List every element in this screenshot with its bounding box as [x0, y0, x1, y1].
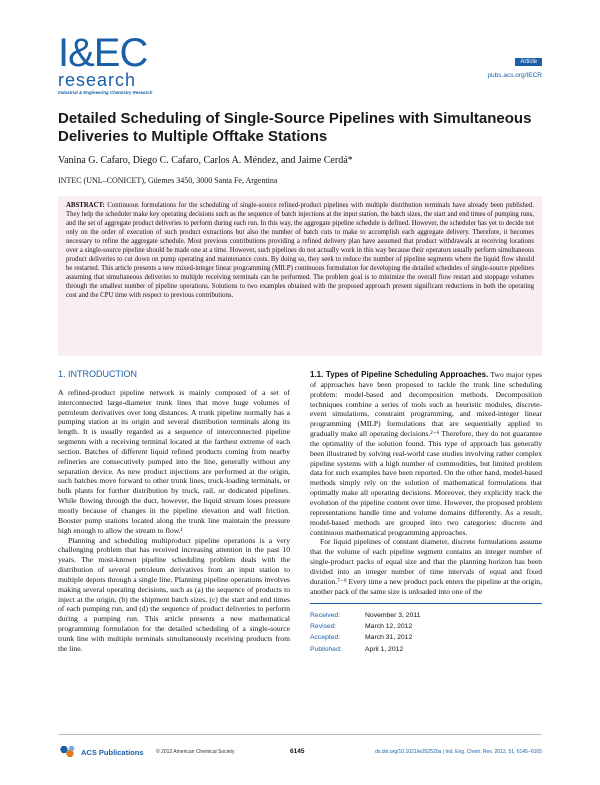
introduction-heading: 1. INTRODUCTION	[58, 370, 138, 379]
date-label: Received:	[310, 612, 341, 619]
date-value: March 31, 2012	[365, 634, 413, 642]
logo-tagline: Industrial & Engineering Chemistry Research	[58, 90, 153, 95]
page-footer	[58, 734, 542, 764]
acs-publications-logo[interactable]	[58, 745, 144, 759]
date-row-revised	[310, 621, 542, 632]
abstract-label: ABSTRACT:	[66, 202, 105, 209]
journal-logo	[58, 31, 168, 95]
paper-title: Detailed Scheduling of Single-Source Pipelines with Simultaneous Deliveries to Multiple Offtake Stations	[58, 110, 532, 145]
right-column	[310, 370, 542, 595]
date-value: April 1, 2012	[365, 645, 404, 653]
types-paragraph-1	[310, 370, 542, 537]
logo-sub-text: research	[58, 70, 137, 90]
author-list: Vanina G. Cafaro, Diego C. Cafaro, Carlos A. Méndez, and Jaime Cerdá*	[58, 155, 353, 166]
date-value: March 12, 2012	[365, 623, 413, 631]
types-paragraph-1-text: Two major types of approaches have been proposed to tackle the trunk line scheduling problem: model-based and decomposition methods. Decomposition techniques combine a series of tools such as heuristic modules, discrete-event simulations, constraint programming, and mixed-integer linear programming (MILP) formulations that are sequentially applied to gradually make all operating decisions.²⁻⁶ Therefore, they do not guarantee the optimality of the solution found. This type of approach has generally been illustrated by solving real-world case studies involving rather complex pipeline systems with a high number of commodities, but limited problem data for such examples have been reported. On the other hand, model-based methods simply rely on the solution of mathematical formulations that optimally make all operating decisions. Moreover, they explicitly track the evolution of the pipeline content over time. However, the proposed problem representations handle time and volume domains differently. As a result, model-based methods are grouped into two categories: discrete and continuous mathematical programming approaches.	[310, 370, 542, 537]
publisher-name: ACS Publications	[81, 747, 144, 757]
date-label: Revised:	[310, 623, 337, 631]
page-number: 6145	[290, 748, 305, 755]
copyright-notice: © 2012 American Chemical Society	[156, 749, 235, 755]
article-type-badge: Article	[515, 58, 542, 66]
author-affiliation: INTEC (UNL–CONICET), Güemes 3450, 3000 Santa Fe, Argentina	[58, 176, 278, 185]
abstract-box	[58, 196, 542, 356]
doi-citation-link[interactable]: dx.doi.org/10.1021/ie202520a | Ind. Eng. Chem. Res. 2012, 51, 6145−6165	[375, 749, 542, 755]
types-subsection-heading: 1.1. Types of Pipeline Scheduling Approaches.	[310, 370, 489, 379]
logo-main-text: I&EC	[58, 31, 148, 75]
date-label: Published:	[310, 645, 342, 653]
types-paragraph-2: For liquid pipelines of constant diameter, discrete formulations assume that the volume of each pipeline segment contains an integer number of single-product packs of equal size and that the planning horizon has been divided into an integer number of time intervals of equal and fixed duration.⁷⁻⁹ Every time a new product pack enters the pipeline at the origin, another pack of the same size is unloaded into one of the	[310, 537, 542, 595]
intro-paragraph-2: Planning and scheduling multiproduct pipeline operations is a very challenging problem that has received increasing attention in the past 10 years. The most-known pipeline scheduling problem deals with the distribution of several petroleum derivatives from an input station to multiple depots through a single line. Planning pipeline operations involves making several operating decisions, such as (a) the sequence of products to inject at the origin, (b) the shipment batch sizes, (c) the start and end times of each pumping run, and (d) the sequence of product deliveries to perform during a pumping run. This article presents a new mathematical programming formulation for the detailed scheduling of a single-source trunk line with multiple terminals simultaneously receiving products from the line.	[58, 535, 290, 653]
abstract-text: Continuous formulations for the scheduling of single-source refined-product pipelines with multiple distribution terminals have already been published. They help the scheduler make key operating decisions such as the sequence of batch injections at the input station, the batch sizes, the start and end times of pumping runs, and the set of aggregate product deliveries to perform during each run. In this way, the aggregate pipeline schedule is defined. However, the scheduler has yet to decide not only on the order of execution of such product extractions but also the number of batch cuts to make to accomplish each aggregate delivery. Therefore, it becomes necessary to refine the aggregate schedule. Most previous contributions providing a refined delivery plan have assumed that product withdrawals at receiving locations over a single-source pipeline should be made one at a time. However, such pipelines do not actually work in this way because their operators usually perform simultaneous product deliveries to cut down on pump operating and maintenance costs. By doing so, they seek to reduce the number of pipeline segments where the liquid flow should be restarted. This article presents a new mixed-integer linear programming (MILP) continuous formulation for developing the detailed schedules of single-source pipelines assuming that simultaneous deliveries to multiple receiving terminals can be performed. The problem goal is to minimize the overall flow restart and stoppage volumes through the smallest number of pipeline operations. Solutions to two examples obtained with the proposed approach present significant reductions in both the operating cost and the CPU time with respect to previous contributions.	[66, 202, 535, 300]
acs-hexagon-icon	[58, 745, 78, 759]
journal-url-link[interactable]: pubs.acs.org/IECR	[487, 72, 542, 79]
left-column	[58, 370, 290, 715]
date-row-accepted	[310, 632, 542, 643]
date-row-published	[310, 644, 542, 655]
intro-paragraph-1: A refined-product pipeline network is mainly composed of a set of interconnected large-diameter trunk lines that move huge volumes of petroleum derivatives over long distances. A trunk pipeline normally has a pumping station at its origin and several distribution terminals along its length. It is usually regarded as a sequence of interconnected pipeline segments with a receiving terminal located at the farthest extreme of each section. Batches of different liquid refined products coming from nearby refineries are consecutively pumped into the line, generally without any separation device. As new product injections are performed at the origin, such batches move forward to other trunk lines, truck-loading terminals, or bulk plants for further distribution by truck, rail, or dedicated pipelines. While flowing through the duct, however, the liquid stream loses pressure mostly because of changes in the pipeline elevation and wall friction. Booster pump stations located along the trunk line maintain the pressure high enough to allow the stream to flow.¹	[58, 387, 290, 535]
publication-dates	[310, 603, 542, 655]
date-row-received	[310, 610, 542, 621]
date-label: Accepted:	[310, 634, 341, 642]
date-value: November 3, 2011	[365, 612, 421, 619]
